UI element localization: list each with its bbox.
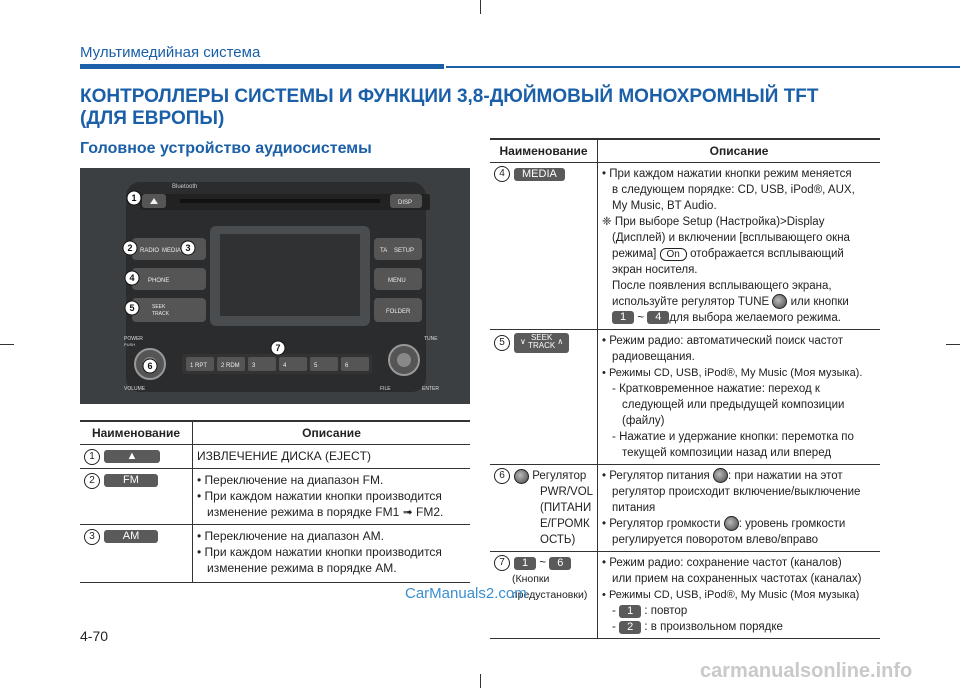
- row-desc: • При каждом нажатии кнопки режим меняется в следующем порядке: CD, USB, iPod®, AUX, My Music, BT Audio. ❈ При выборе Setup (Настройка)>Display (Дисплей) и включении [всплывающего окна режима] On отображается всплывающий экран носителя. После появления всплывающего экрана, используйте регулятор TUNE или кнопки 1 ~ 4 для выбора желаемого режима.: [598, 163, 880, 330]
- push-label: PUSH: [124, 342, 136, 347]
- head-unit-svg: [80, 168, 470, 404]
- table-row: 6 Регулятор PWR/VOL (ПИТАНИ Е/ГРОМК ОСТЬ) • Регулятор питания : при нажатии на этот регулятор происходит включение/выключение питания • Регулятор громкости : уровень громкости регулируется поворотом влево/вправо: [490, 465, 880, 552]
- preset-1-button: 1: [514, 557, 536, 570]
- row-number: 3: [84, 529, 100, 545]
- table-row: 7 1 ~ 6 (Кнопки предустановки) • Режим радио: сохранение частот (каналов) или прием на сохраненных частотах (каналах) • Режимы CD, USB, iPod®, My Music (Моя музыка) - 1 : повтор - 2 : в произвольном порядке: [490, 552, 880, 639]
- col-name-header: Наименование: [80, 421, 193, 445]
- tune-label: TUNE: [424, 336, 438, 342]
- preset-label: 4: [283, 363, 287, 369]
- col-name-header: Наименование: [490, 139, 598, 163]
- volume-knob-icon: [724, 516, 739, 531]
- row-number: 7: [494, 555, 510, 571]
- crop-mark: [946, 344, 960, 345]
- table-right: [490, 138, 880, 639]
- phone-label: PHONE: [148, 278, 170, 284]
- eject-button: ▲: [104, 450, 160, 463]
- rpt-button: 1: [619, 605, 641, 618]
- row-number: 5: [494, 335, 510, 351]
- watermark-site: carmanualsonline.info: [700, 660, 913, 682]
- table-row: [490, 163, 880, 330]
- callout-number: 5: [129, 303, 135, 313]
- row-desc: • Переключение на диапазон AM. • При каждом нажатии кнопки производится изменение режима в порядке AM.: [193, 524, 471, 582]
- tune-knob-icon: [772, 294, 787, 309]
- table-row: [80, 445, 470, 469]
- preset-label: 1 RPT: [190, 363, 208, 369]
- callout-number: 1: [131, 193, 137, 203]
- power-label: POWER: [124, 336, 143, 342]
- subtitle: Головное устройство аудиосистемы: [80, 140, 372, 157]
- enter-label: ENTER: [422, 386, 439, 392]
- section-title: Мультимедийная система: [80, 44, 261, 61]
- preset-label: 6: [345, 363, 349, 369]
- preset-label: 2 RDM: [221, 363, 240, 369]
- table-left: [80, 420, 470, 583]
- table-row: [80, 468, 470, 524]
- media-label: MEDIA: [162, 248, 182, 254]
- disp-label: DISP: [398, 200, 413, 206]
- page-number: 4-70: [80, 628, 109, 644]
- page-title-line1: КОНТРОЛЛЕРЫ СИСТЕМЫ И ФУНКЦИИ 3,8-ДЮЙМОВЫЙ МОНОХРОМНЫЙ TFT: [80, 86, 819, 107]
- pwr-vol-knob-icon: [514, 469, 529, 484]
- page-title: [80, 86, 819, 130]
- menu-label: MENU: [388, 278, 406, 284]
- bluetooth-label: Bluetooth: [172, 184, 198, 190]
- watermark: CarManuals2.com: [405, 585, 527, 602]
- head-unit-photo: [80, 168, 470, 404]
- preset-6-button: 6: [549, 557, 571, 570]
- row-desc: • Регулятор питания : при нажатии на этот регулятор происходит включение/выключение питания • Регулятор громкости : уровень громкости регулируется поворотом влево/вправо: [598, 465, 880, 552]
- preset-4-button: 4: [647, 311, 669, 324]
- callout-number: 7: [275, 343, 281, 353]
- rdm-button: 2: [619, 621, 641, 634]
- callout-number: 4: [129, 273, 135, 283]
- page-title-line2: (ДЛЯ ЕВРОПЫ): [80, 108, 225, 129]
- preset-label: 3: [252, 363, 256, 369]
- row-desc: • Режим радио: сохранение частот (каналов) или прием на сохраненных частотах (каналах) • Режимы CD, USB, iPod®, My Music (Моя музыка) - 1 : повтор - 2 : в произвольном порядке: [598, 552, 880, 639]
- on-indicator: On: [660, 248, 687, 261]
- row-desc: ИЗВЛЕЧЕНИЕ ДИСКА (EJECT): [193, 445, 471, 469]
- preset-1-button: 1: [612, 311, 634, 324]
- crop-mark: [480, 674, 481, 688]
- col-desc-header: Описание: [598, 139, 880, 163]
- row-number: 4: [494, 166, 510, 182]
- callout-number: 6: [147, 361, 153, 371]
- row-desc: • Переключение на диапазон FM. • При каждом нажатии кнопки производится изменение режима в порядке FM1 ➟ FM2.: [193, 468, 471, 524]
- preset-label: 5: [314, 363, 318, 369]
- table-row: [490, 330, 880, 465]
- row-number: 1: [84, 449, 100, 465]
- row-desc: • Режим радио: автоматический поиск частот радиовещания. • Режимы CD, USB, iPod®, My Music (Моя музыка). - Кратковременное нажатие: переход к следующей или предыдущей композиции (файлу) - Нажатие и удержание кнопки: перемотка по текущей композиции назад или вперед: [598, 330, 880, 465]
- seek-label: SEEK: [152, 304, 166, 310]
- fm-button: FM: [104, 474, 158, 487]
- crop-mark: [480, 0, 481, 14]
- am-button: AM: [104, 530, 158, 543]
- table-row: [80, 524, 470, 582]
- crop-mark: [0, 344, 14, 345]
- callout-number: 3: [185, 243, 191, 253]
- row-number: 6: [494, 468, 510, 484]
- track-label: TRACK: [152, 311, 169, 317]
- seek-track-button: ∨ SEEK TRACK ∧: [514, 333, 569, 353]
- setup-label: SETUP: [394, 248, 415, 254]
- radio-label: RADIO: [140, 248, 160, 254]
- row-number: 2: [84, 473, 100, 489]
- header-rule-thin: [446, 66, 960, 68]
- col-desc-header: Описание: [193, 421, 471, 445]
- file-label: FILE: [380, 386, 391, 392]
- media-button: MEDIA: [514, 168, 565, 181]
- power-knob-icon: [713, 468, 728, 483]
- folder-label: FOLDER: [386, 309, 411, 315]
- volume-label: VOLUME: [124, 386, 146, 392]
- header-rule: [80, 64, 444, 69]
- callout-number: 2: [127, 243, 133, 253]
- ta-label: TA: [380, 248, 388, 254]
